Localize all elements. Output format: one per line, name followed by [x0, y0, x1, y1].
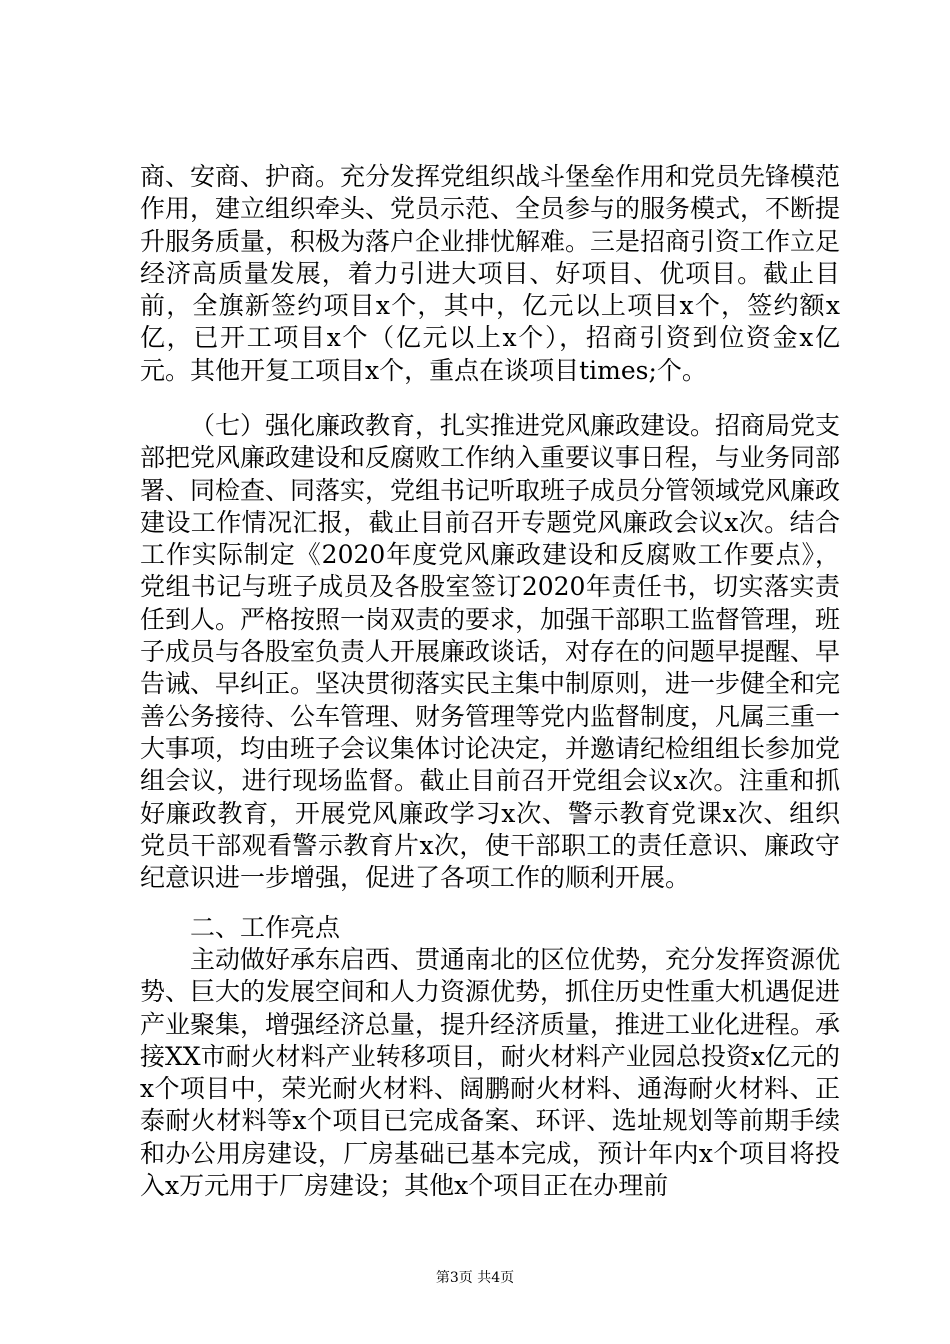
- paragraph-text: 商、安商、护商。充分发挥党组织战斗堡垒作用和党员先锋模范作用，建立组织牵头、党员示范、全员参与的服务模式，不断提升服务质量，积极为落户企业排忧解难。三是招商引资工作立足经济高质量发展，着力引进大项目、好项目、优项目。截止目前，全旗新签约项目x个，其中，亿元以上项目x个，签约额x亿，已开工项目x个（亿元以上x个），招商引资到位资金x亿元。其他开复工项目x个，重点在谈项目times;个。: [140, 162, 841, 385]
- paragraph-continuation: [140, 161, 840, 387]
- paragraph-text: （七）强化廉政教育，扎实推进党风廉政建设。招商局党支部把党风廉政建设和反腐败工作纳入重要议事日程，与业务同部署、同检查、同落实，党组书记听取班子成员分管领域党风廉政建设工作情况汇报，截止目前召开专题党风廉政会议x次。结合工作实际制定《2020年度党风廉政建设和反腐败工作要点》，党组书记与班子成员及各股室签订2020年责任书，切实落实责任到人。严格按照一岗双责的要求，加强干部职工监督管理，班子成员与各股室负责人开展廉政谈话，对存在的问题早提醒、早告诫、早纠正。坚决贯彻落实民主集中制原则，进一步健全和完善公务接待、公车管理、财务管理等党内监督制度，凡属三重一大事项，均由班子会议集体讨论决定，并邀请纪检组组长参加党组会议，进行现场监督。截止目前召开党组会议x次。注重和抓好廉政教育，开展党风廉政学习x次、警示教育党课x次、组织党员干部观看警示教育片x次，使干部职工的责任意识、廉政守纪意识进一步增强，促进了各项工作的顺利开展。: [140, 411, 841, 893]
- paragraph-highlights: [140, 944, 840, 1202]
- section-heading: [140, 912, 840, 944]
- paragraph-text: 主动做好承东启西、贯通南北的区位优势，充分发挥资源优势、巨大的发展空间和人力资源优势，抓住历史性重大机遇促进产业聚集，增强经济总量，提升经济质量，推进工业化进程。承接XX市耐火材料产业转移项目，耐火材料产业园总投资x亿元的x个项目中，荣光耐火材料、阔鹏耐火材料、通海耐火材料、正泰耐火材料等x个项目已完成备案、环评、选址规划等前期手续和办公用房建设，厂房基础已基本完成，预计年内x个项目将投入x万元用于厂房建设；其他x个项目正在办理前: [140, 945, 841, 1201]
- heading-text: 二、工作亮点: [190, 913, 341, 942]
- paragraph-section-7: [140, 410, 840, 894]
- page-footer: [0, 1269, 950, 1287]
- page-number: 第3页 共4页: [435, 1270, 515, 1286]
